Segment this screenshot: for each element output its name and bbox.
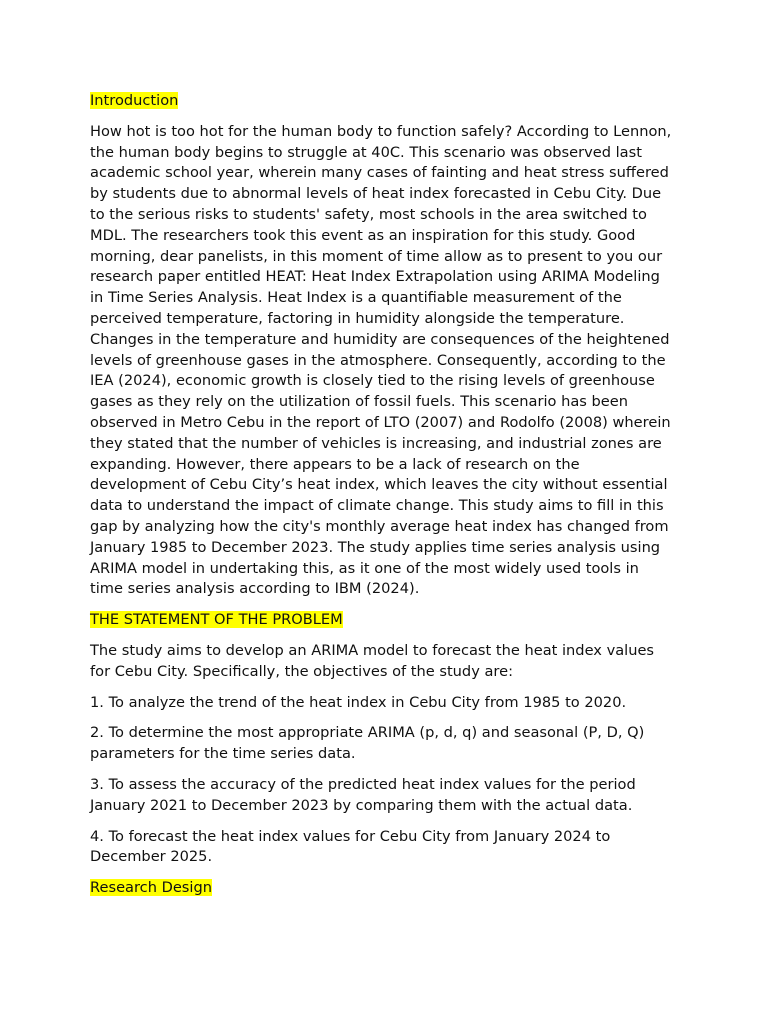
objective-item: 4. To forecast the heat index values for Cebu City from January 2024 to December 2025. (90, 827, 611, 866)
problem-statement-heading (90, 610, 676, 631)
introduction-heading-text: Introduction (90, 92, 179, 109)
problem-statement-paragraph: The study aims to develop an ARIMA model to forecast the heat index values for Cebu City. Specifically, the objectives of the study are: (90, 641, 655, 680)
problem-statement-heading-text: THE STATEMENT OF THE PROBLEM (90, 611, 343, 629)
introduction-heading (90, 91, 676, 112)
objective-item: 3. To assess the accuracy of the predicted heat index values for the period January 2021 to December 2023 by comparing them with the actual data. (90, 775, 636, 814)
research-design-heading-text: Research Design (90, 879, 212, 897)
objective-item: 1. To analyze the trend of the heat index in Cebu City from 1985 to 2020. (90, 693, 627, 711)
research-design-heading (90, 878, 676, 899)
introduction-paragraph: How hot is too hot for the human body to function safely? According to Lennon, the human body begins to struggle at 40C. This scenario was observed last academic school year, wherein many cases of fainting and heat stress suffered by students due to abnormal levels of heat index forecasted in Cebu City. Due to the serious risks to students' safety, most schools in the area switched to MDL. The researchers took this event as an inspiration for this study. Good morning, dear panelists, in this moment of time allow as to present to you our research paper entitled HEAT: Heat Index Extrapolation using ARIMA Modeling in Time Series Analysis. Heat Index is a quantifiable measurement of the perceived temperature, factoring in humidity alongside the temperature. Changes in the temperature and humidity are consequences of the heightened levels of greenhouse gases in the atmosphere. Consequently, according to the IEA (2024), economic growth is closely tied to the rising levels of greenhouse gases as they rely on the utilization of fossil fuels. This scenario has been observed in Metro Cebu in the report of LTO (2007) and Rodolfo (2008) wherein they stated that the number of vehicles is increasing, and industrial zones are expanding. However, there appears to be a lack of research on the development of Cebu City’s heat index, which leaves the city without essential data to understand the impact of climate change. This study aims to fill in this gap by analyzing how the city's monthly average heat index has changed from January 1985 to December 2023. The study applies time series analysis using ARIMA model in undertaking this, as it one of the most widely used tools in time series analysis according to IBM (2024). (90, 122, 672, 598)
objective-item: 2. To determine the most appropriate ARIMA (p, d, q) and seasonal (P, D, Q) parameters for the time series data. (90, 724, 645, 763)
